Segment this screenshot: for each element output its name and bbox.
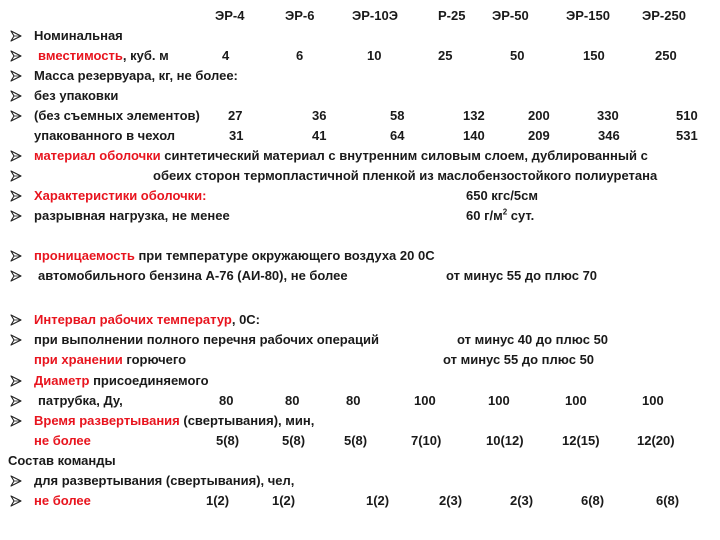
shell-value-2 <box>466 208 534 223</box>
deploy-time-value: 7(10) <box>411 433 442 448</box>
crew-value: 6(8) <box>656 493 680 508</box>
crew-value: 1(2) <box>272 493 296 508</box>
header-er250: ЭР-250 <box>642 8 686 23</box>
capacity-unit: , куб. м <box>122 48 169 63</box>
mass-row1-value: 36 <box>312 108 327 123</box>
capacity-label-1: Номинальная <box>34 28 123 43</box>
mass-row1-value: 27 <box>228 108 243 123</box>
mass-sub-label: без упаковки <box>34 88 119 103</box>
shell-value-2-sup: 2 <box>502 207 508 217</box>
bullet-arrow-icon <box>10 375 22 387</box>
mass-row1-value: 132 <box>463 108 485 123</box>
capacity-value: 6 <box>296 48 304 63</box>
crew-value: 2(3) <box>439 493 463 508</box>
deploy-time-value: 12(15) <box>562 433 600 448</box>
mass-row1-value: 200 <box>528 108 550 123</box>
shell-value-1: 650 кгс/5см <box>466 188 538 203</box>
shell-break-label: разрывная нагрузка, не менее <box>34 208 230 223</box>
deploy-time-value: 12(20) <box>637 433 675 448</box>
material-text-2: обеих сторон термопластичной пленкой из маслобензостойкого полиуретана <box>153 168 658 183</box>
diameter-value: 100 <box>414 393 436 408</box>
diameter-value: 80 <box>285 393 300 408</box>
header-er50: ЭР-50 <box>492 8 529 23</box>
permeability-line-1 <box>34 248 435 263</box>
deploy-time-label-text: (свертывания), мин, <box>179 413 315 428</box>
bullet-arrow-icon <box>10 50 22 62</box>
bullet-arrow-icon <box>10 334 22 346</box>
permeability-text: при температуре окружающего воздуха 20 0С <box>134 248 435 263</box>
mass-row2-value: 41 <box>312 128 327 143</box>
header-er150: ЭР-150 <box>566 8 610 23</box>
deploy-time-keyword: Время развертывания <box>34 413 180 428</box>
bullet-arrow-icon <box>10 70 22 82</box>
temperature-unit: , 0С: <box>231 312 261 327</box>
mass-label: Масса резервуара, кг, не более: <box>34 68 238 83</box>
bullet-arrow-icon <box>10 190 22 202</box>
mass-row2-value: 140 <box>463 128 485 143</box>
bullet-arrow-icon <box>10 395 22 407</box>
capacity-label-2 <box>38 48 169 63</box>
header-er6: ЭР-6 <box>285 8 315 23</box>
capacity-value: 25 <box>438 48 453 63</box>
diameter-label <box>34 373 209 388</box>
bullet-arrow-icon <box>10 270 22 282</box>
deploy-time-value: 5(8) <box>282 433 306 448</box>
bullet-arrow-icon <box>10 210 22 222</box>
diameter-value: 100 <box>488 393 510 408</box>
mass-row2-value: 346 <box>598 128 620 143</box>
bullet-arrow-icon <box>10 475 22 487</box>
diameter-value: 100 <box>565 393 587 408</box>
shell-label: Характеристики оболочки: <box>34 188 207 203</box>
crew-value: 1(2) <box>366 493 390 508</box>
bullet-arrow-icon <box>10 415 22 427</box>
diameter-value: 80 <box>346 393 361 408</box>
bullet-arrow-icon <box>10 150 22 162</box>
permeability-keyword: проницаемость <box>34 248 135 263</box>
header-er10e: ЭР-10Э <box>352 8 398 23</box>
material-line-1 <box>34 148 648 163</box>
capacity-value: 4 <box>222 48 230 63</box>
deploy-time-value: 5(8) <box>344 433 368 448</box>
diameter-label-2: патрубка, Ду, <box>38 393 123 408</box>
bullet-arrow-icon <box>10 495 22 507</box>
bullet-arrow-icon <box>10 90 22 102</box>
header-er4: ЭР-4 <box>215 8 245 23</box>
shell-value-2-main: 60 г/м <box>466 208 503 223</box>
material-keyword: материал оболочки <box>34 148 161 163</box>
temperature-storage-keyword: при хранении <box>34 352 123 367</box>
permeability-line-2: автомобильного бензина А-76 (АИ-80), не более <box>38 268 348 283</box>
crew-value: 2(3) <box>510 493 534 508</box>
temperature-ops-value: от минус 40 до плюс 50 <box>457 332 609 347</box>
bullet-arrow-icon <box>10 250 22 262</box>
bullet-arrow-icon <box>10 314 22 326</box>
mass-row2-value: 31 <box>229 128 244 143</box>
capacity-value: 10 <box>367 48 382 63</box>
temperature-storage-value: от минус 55 до плюс 50 <box>443 352 595 367</box>
crew-label: для развертывания (свертывания), чел, <box>34 473 295 488</box>
crew-label-2: не более <box>34 493 91 508</box>
diameter-value: 100 <box>642 393 664 408</box>
permeability-range: от минус 55 до плюс 70 <box>446 268 598 283</box>
deploy-time-label <box>34 413 314 428</box>
diameter-keyword: Диаметр <box>34 373 90 388</box>
deploy-time-value: 5(8) <box>216 433 240 448</box>
temperature-title <box>34 312 260 327</box>
diameter-value: 80 <box>219 393 234 408</box>
crew-value: 1(2) <box>206 493 230 508</box>
diameter-label-text: присоединяемого <box>89 373 209 388</box>
temperature-storage-text: горючего <box>122 352 187 367</box>
mass-row1-value: 58 <box>390 108 405 123</box>
mass-row2-value: 209 <box>528 128 550 143</box>
capacity-value: 250 <box>655 48 677 63</box>
header-r25: Р-25 <box>438 8 466 23</box>
temperature-keyword: Интервал рабочих температур <box>34 312 232 327</box>
mass-row2-value: 531 <box>676 128 698 143</box>
bullet-arrow-icon <box>10 110 22 122</box>
temperature-storage-label <box>34 352 186 367</box>
bullet-arrow-icon <box>10 30 22 42</box>
deploy-time-value: 10(12) <box>486 433 524 448</box>
capacity-keyword: вместимость <box>38 48 123 63</box>
shell-value-2-unit: сут. <box>507 208 535 223</box>
mass-row1-label: (без съемных элементов) <box>34 108 200 123</box>
bullet-arrow-icon <box>10 170 22 182</box>
capacity-value: 50 <box>510 48 525 63</box>
temperature-ops-label: при выполнении полного перечня рабочих операций <box>34 332 379 347</box>
mass-row1-value: 510 <box>676 108 698 123</box>
deploy-time-label-2: не более <box>34 433 91 448</box>
crew-title: Состав команды <box>8 453 116 468</box>
capacity-value: 150 <box>583 48 605 63</box>
mass-row2-value: 64 <box>390 128 405 143</box>
mass-row2-label: упакованного в чехол <box>34 128 176 143</box>
mass-row1-value: 330 <box>597 108 619 123</box>
material-text-1: синтетический материал с внутренним силовым слоем, дублированный с <box>160 148 648 163</box>
crew-value: 6(8) <box>581 493 605 508</box>
